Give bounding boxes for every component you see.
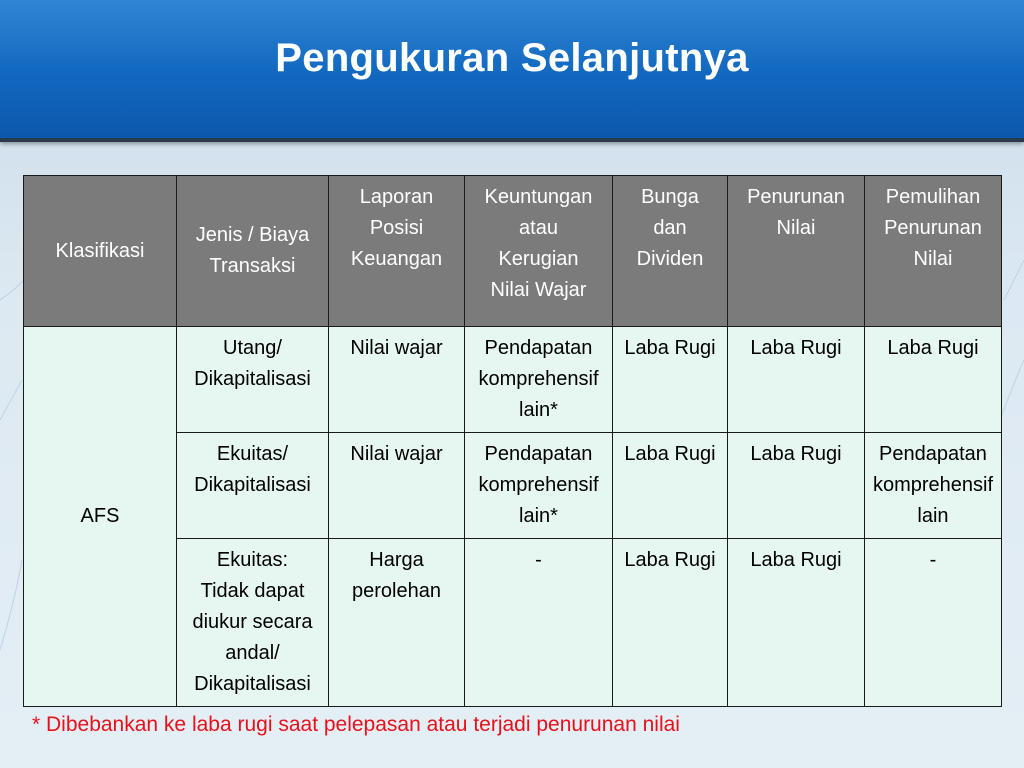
cell-text-line: Keuntungan xyxy=(484,186,593,208)
cell-text-line: Nilai Wajar xyxy=(490,279,587,301)
table-cell xyxy=(329,433,465,539)
cell-text-line: lain* xyxy=(519,505,558,527)
cell-text-line: Ekuitas/ xyxy=(216,443,289,465)
table-cell xyxy=(177,433,329,539)
cell-text-line: Penurunan xyxy=(884,217,982,239)
title-bar xyxy=(0,0,1024,142)
cell-text-line: Nilai wajar xyxy=(350,443,443,465)
cell-text-line: Bunga xyxy=(641,186,699,208)
cell-text-line: Pendapatan xyxy=(484,337,593,359)
cell-text-line: Dikapitalisasi xyxy=(194,368,311,390)
cell-text-line: Penurunan xyxy=(747,186,845,208)
cell-text-line: Laba Rugi xyxy=(624,549,716,571)
cell-text-line: lain* xyxy=(519,399,558,421)
cell-text-line: Klasifikasi xyxy=(55,239,145,262)
header-cell xyxy=(465,176,613,327)
cell-text-line: Laba Rugi xyxy=(624,337,716,359)
cell-text-line: lain xyxy=(917,505,949,527)
slide-title: Pengukuran Selanjutnya xyxy=(275,36,749,80)
cell-text-line: Ekuitas: xyxy=(216,549,289,571)
table-cell xyxy=(728,539,865,707)
header-cell xyxy=(728,176,865,327)
measurement-table xyxy=(23,175,1002,707)
cell-text-line: - xyxy=(929,549,937,571)
cell-text-line: perolehan xyxy=(352,580,441,602)
table-cell xyxy=(329,327,465,433)
header-cell xyxy=(329,176,465,327)
cell-text-line: komprehensif xyxy=(478,368,599,390)
cell-text-line: Nilai wajar xyxy=(350,337,443,359)
cell-text-line: Pendapatan xyxy=(484,443,593,465)
cell-text-line: Keuangan xyxy=(350,248,443,270)
cell-text-line: Laba Rugi xyxy=(750,549,842,571)
header-cell xyxy=(24,176,177,327)
table-cell xyxy=(613,433,728,539)
table-cell xyxy=(177,539,329,707)
table-cell xyxy=(865,327,1002,433)
cell-text-line: andal/ xyxy=(225,642,280,664)
table-cell xyxy=(728,327,865,433)
table-header-row xyxy=(24,176,1002,327)
cell-text-line: Transaksi xyxy=(209,255,296,277)
cell-text-line: Nilai xyxy=(776,217,816,239)
table-cell xyxy=(177,327,329,433)
header-cell xyxy=(613,176,728,327)
cell-text-line: Laba Rugi xyxy=(750,443,842,465)
table-cell xyxy=(465,327,613,433)
table-cell xyxy=(865,539,1002,707)
table-cell xyxy=(613,327,728,433)
header-cell xyxy=(865,176,1002,327)
cell-text-line: Pendapatan xyxy=(879,443,987,465)
cell-text-line: Jenis / Biaya xyxy=(195,224,310,246)
cell-text-line: Kerugian xyxy=(498,248,579,270)
klasifikasi-cell: AFS xyxy=(24,327,177,707)
cell-text-line: - xyxy=(535,549,542,571)
table-row xyxy=(24,327,1002,433)
cell-text-line: atau xyxy=(519,217,558,239)
cell-text-line: diukur secara xyxy=(192,611,313,633)
cell-text-line: Nilai xyxy=(913,248,953,270)
cell-text-line: Dividen xyxy=(636,248,704,270)
cell-text-line: Laba Rugi xyxy=(887,337,979,359)
cell-text-line: Laporan xyxy=(359,186,434,208)
cell-text-line: Dikapitalisasi xyxy=(194,474,311,496)
cell-text-line: Dikapitalisasi xyxy=(194,673,311,695)
cell-text-line: Laba Rugi xyxy=(750,337,842,359)
table-cell xyxy=(865,433,1002,539)
table-cell xyxy=(465,539,613,707)
footnote: * Dibebankan ke laba rugi saat pelepasan atau terjadi penurunan nilai xyxy=(32,713,680,736)
table-cell xyxy=(465,433,613,539)
table-cell xyxy=(613,539,728,707)
cell-text-line: Harga xyxy=(369,549,424,571)
cell-text-line: dan xyxy=(653,217,687,239)
cell-text-line: Pemulihan xyxy=(885,186,981,208)
cell-text-line: Laba Rugi xyxy=(624,443,716,465)
cell-text-line: Posisi xyxy=(369,217,424,239)
header-cell xyxy=(177,176,329,327)
cell-text-line: komprehensif xyxy=(478,474,599,496)
table-cell xyxy=(728,433,865,539)
cell-text-line: Utang/ xyxy=(223,337,282,359)
cell-text-line: Tidak dapat xyxy=(200,580,305,602)
table-cell xyxy=(329,539,465,707)
cell-text-line: komprehensif xyxy=(872,474,994,496)
